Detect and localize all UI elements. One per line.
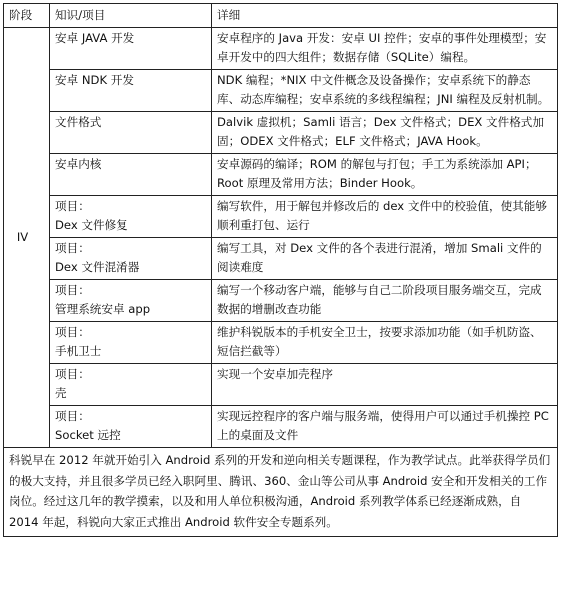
footer-row <box>4 448 558 537</box>
topic-cell: 安卓 JAVA 开发 <box>50 28 212 70</box>
table-row <box>4 70 558 112</box>
footer-paragraph: 科锐早在 2012 年就开始引入 Android 系列的开发和逆向相关专题课程，作为教学试点。此举获得学员们的极大支持，并且很多学员已经入职阿里、腾讯、360、金山等公司从事 Android 安全和开发相关的工作岗位。经过这几年的教学摸索，以及和用人单位积极沟通，Android 系列教学体系已经逐渐成熟，自 2014 年起，科锐向大家正式推出 Android 软件安全专题系列。 <box>4 448 558 537</box>
detail-cell: 编写工具，对 Dex 文件的各个表进行混淆，增加 Smali 文件的阅读难度 <box>212 238 558 280</box>
table-row <box>4 280 558 322</box>
table-row <box>4 196 558 238</box>
table-row <box>4 406 558 448</box>
course-document <box>3 3 557 537</box>
topic-cell: 文件格式 <box>50 112 212 154</box>
topic-cell: 项目： Dex 文件混淆器 <box>50 238 212 280</box>
topic-cell: 项目： 壳 <box>50 364 212 406</box>
stage-cell: IV <box>4 28 50 448</box>
detail-cell: 实现一个安卓加壳程序 <box>212 364 558 406</box>
table-row <box>4 364 558 406</box>
course-table <box>3 3 558 537</box>
header-topic: 知识/项目 <box>50 4 212 28</box>
header-detail: 详细 <box>212 4 558 28</box>
detail-cell: NDK 编程；*NIX 中文件概念及设备操作；安卓系统下的静态库、动态库编程；安卓系统的多线程编程；JNI 编程及反射机制。 <box>212 70 558 112</box>
detail-cell: Dalvik 虚拟机；Samli 语言；Dex 文件格式；DEX 文件格式加固；ODEX 文件格式；ELF 文件格式；JAVA Hook。 <box>212 112 558 154</box>
header-stage: 阶段 <box>4 4 50 28</box>
header-row <box>4 4 558 28</box>
topic-cell: 项目： Dex 文件修复 <box>50 196 212 238</box>
topic-cell: 项目： Socket 远控 <box>50 406 212 448</box>
detail-cell: 编写软件，用于解包并修改后的 dex 文件中的校验值，使其能够顺利重打包、运行 <box>212 196 558 238</box>
table-row <box>4 28 558 70</box>
detail-cell: 实现远控程序的客户端与服务端，使得用户可以通过手机操控 PC 上的桌面及文件 <box>212 406 558 448</box>
topic-cell: 项目： 管理系统安卓 app <box>50 280 212 322</box>
detail-cell: 编写一个移动客户端，能够与自己二阶段项目服务端交互，完成数据的增删改查功能 <box>212 280 558 322</box>
detail-cell: 安卓源码的编译；ROM 的解包与打包；手工为系统添加 API；Root 原理及常用方法；Binder Hook。 <box>212 154 558 196</box>
table-row <box>4 238 558 280</box>
table-row <box>4 154 558 196</box>
topic-cell: 安卓内核 <box>50 154 212 196</box>
topic-cell: 安卓 NDK 开发 <box>50 70 212 112</box>
detail-cell: 安卓程序的 Java 开发：安卓 UI 控件；安卓的事件处理模型；安卓开发中的四大组件；数据存储（SQLite）编程。 <box>212 28 558 70</box>
table-row <box>4 322 558 364</box>
table-row <box>4 112 558 154</box>
detail-cell: 维护科锐版本的手机安全卫士，按要求添加功能（如手机防盗、短信拦截等） <box>212 322 558 364</box>
topic-cell: 项目： 手机卫士 <box>50 322 212 364</box>
